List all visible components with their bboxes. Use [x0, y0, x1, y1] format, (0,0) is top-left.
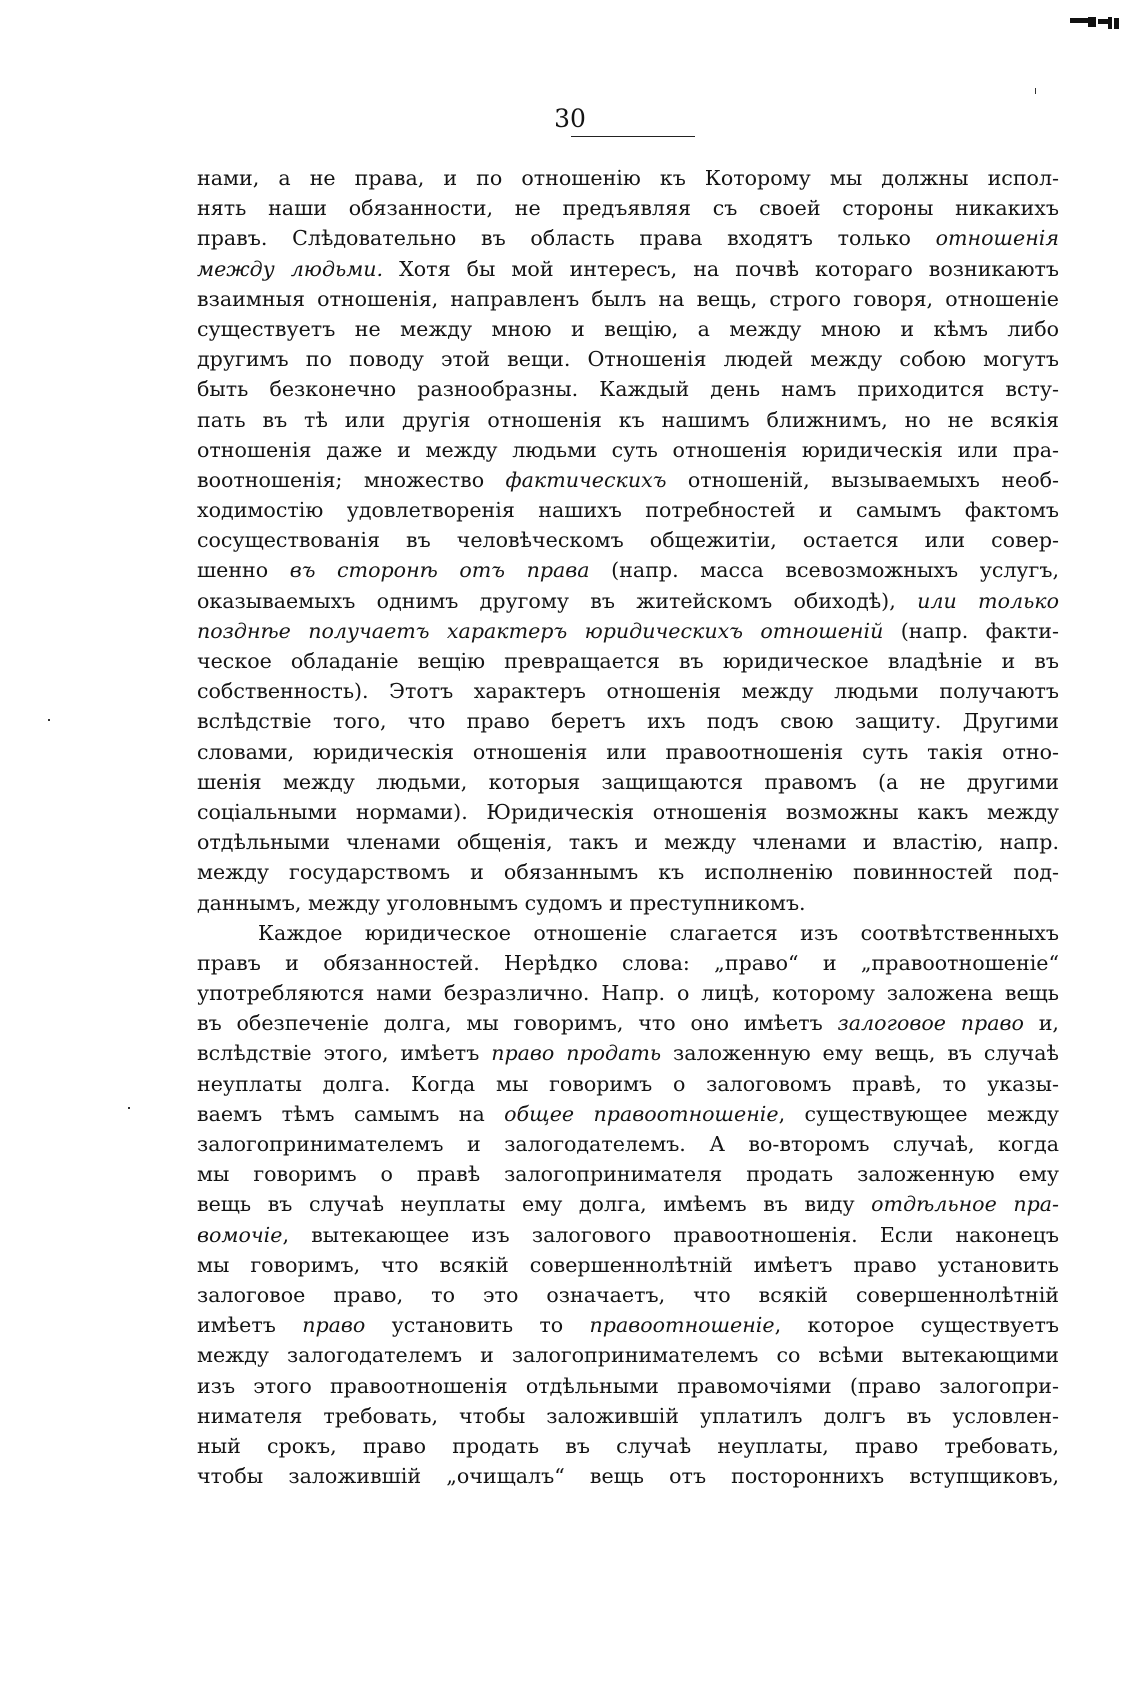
text-line: неуплаты долга. Когда мы говоримъ о залоговомъ правѣ, то указы-	[197, 1071, 1059, 1096]
text-line: Каждое юридическое отношеніе слагается изъ соотвѣтственныхъ	[258, 920, 1059, 945]
text-line: быть безконечно разнообразны. Каждый день намъ приходится всту-	[197, 377, 1059, 402]
emphasis: вомочіе	[197, 1222, 283, 1247]
scan-corner-mark	[1068, 14, 1124, 28]
text-line: правъ и обязанностей. Нерѣдко слова: „право“ и „правоотношеніе“	[197, 950, 1059, 975]
paragraph	[197, 918, 1059, 1492]
text-line: ваемъ тѣмъ самымъ на общее правоотношеніе, существующее между	[197, 1101, 1059, 1126]
text-line: ческое обладаніе вещію превращается въ юридическое владѣніе и въ	[197, 649, 1059, 673]
text-line: другимъ по поводу этой вещи. Отношенія людей между собою могутъ	[197, 347, 1059, 372]
scan-artifact	[128, 1107, 130, 1109]
emphasis: отдѣльное пра-	[871, 1192, 1059, 1217]
text-line: взаимныя отношенія, направленъ былъ на вещь, строго говоря, отношеніе	[197, 286, 1059, 311]
text-line: въ обезпеченіе долга, мы говоримъ, что оно имѣетъ залоговое право и,	[197, 1011, 1059, 1036]
paragraph	[197, 163, 1059, 918]
text-line: употребляются нами безразлично. Напр. о лицѣ, которому заложена вещь	[197, 981, 1059, 1006]
text-line: шенія между людьми, которыя защищаются правомъ (а не другими	[197, 769, 1059, 794]
text-line: шенно въ сторонѣ отъ права (напр. масса всевозможныхъ услугъ,	[197, 558, 1059, 583]
text-line: сосуществованія въ человѣческомъ общежитіи, остается или совер-	[197, 528, 1059, 553]
emphasis: позднѣе получаетъ характеръ юридическихъ отношеній	[197, 618, 884, 643]
emphasis: правоотношеніе	[589, 1313, 775, 1338]
text-line: ный срокъ, право продать въ случаѣ неуплаты, право требовать,	[197, 1433, 1059, 1458]
text-line: вомочіе, вытекающее изъ залогового правоотношенія. Если наконецъ	[197, 1222, 1059, 1247]
text-line: имѣетъ право установить то правоотношеніе, которое существуетъ	[197, 1313, 1059, 1338]
text-line: воотношенія; множество фактическихъ отношеній, вызываемыхъ необ-	[197, 467, 1059, 492]
emphasis: между людьми.	[197, 256, 384, 281]
text-line: между залогодателемъ и залогопринимателемъ со всѣми вытекающими	[197, 1343, 1059, 1368]
text-line: между людьми. Хотя бы мой интересъ, на почвѣ котораго возникаютъ	[197, 256, 1059, 281]
body-text	[197, 163, 1059, 1491]
text-line: словами, юридическія отношенія или правоотношенія суть такія отно-	[197, 739, 1059, 764]
text-line: отдѣльными членами общенія, такъ и между членами и властію, напр.	[197, 830, 1059, 855]
text-line: ходимостію удовлетворенія нашихъ потребностей и самымъ фактомъ	[197, 498, 1059, 523]
text-line: чтобы заложившій „очищалъ“ вещь отъ постороннихъ вступщиковъ,	[197, 1464, 1059, 1489]
text-line: вещь въ случаѣ неуплаты ему долга, имѣемъ въ виду отдѣльное пра-	[197, 1192, 1059, 1217]
page-number-rule	[571, 136, 695, 137]
scan-artifact	[48, 719, 50, 721]
emphasis: въ сторонѣ отъ права	[289, 558, 590, 583]
text-line: нами, а не права, и по отношенію къ Которому мы должны испол-	[197, 166, 1059, 190]
emphasis: отношенія	[935, 226, 1059, 251]
text-line: оказываемыхъ однимъ другому въ житейскомъ обиходѣ), или только	[197, 588, 1059, 613]
text-line: существуетъ не между мною и вещію, а между мною и кѣмъ либо	[197, 316, 1059, 341]
text-line: залогопринимателемъ и залогодателемъ. А во-второмъ случаѣ, когда	[197, 1132, 1059, 1156]
page-number: 30	[554, 104, 586, 133]
emphasis: залоговое право	[837, 1011, 1024, 1036]
text-line: залоговое право, то это означаетъ, что всякій совершеннолѣтній	[197, 1282, 1059, 1307]
scan-artifact	[1035, 88, 1036, 94]
text-line: нять наши обязанности, не предъявляя съ своей стороны никакихъ	[197, 196, 1059, 221]
text-line: вслѣдствіе того, что право беретъ ихъ подъ свою защиту. Другими	[197, 709, 1059, 734]
text-line: правъ. Слѣдовательно въ область права входятъ только отношенія	[197, 226, 1059, 251]
text-line: отношенія даже и между людьми суть отношенія юридическія или пра-	[197, 437, 1059, 462]
emphasis: общее правоотношеніе	[504, 1101, 779, 1126]
text-line: между государствомъ и обязаннымъ къ исполненію повинностей под-	[197, 860, 1059, 885]
emphasis: или только	[917, 588, 1059, 613]
text-line: позднѣе получаетъ характеръ юридическихъ отношеній (напр. факти-	[197, 618, 1059, 643]
text-line: даннымъ, между уголовнымъ судомъ и преступникомъ.	[197, 890, 806, 915]
emphasis: фактическихъ	[505, 467, 667, 492]
text-line: собственность). Этотъ характеръ отношенія между людьми получаютъ	[197, 679, 1059, 704]
text-line: мы говоримъ о правѣ залогопринимателя продать заложенную ему	[197, 1162, 1059, 1187]
text-line: соціальными нормами). Юридическія отношенія возможны какъ между	[197, 799, 1059, 824]
text-line: изъ этого правоотношенія отдѣльными правомочіями (право залогопри-	[197, 1373, 1059, 1398]
emphasis: право	[302, 1313, 366, 1338]
emphasis: право продать	[491, 1041, 662, 1066]
text-line: пать въ тѣ или другія отношенія къ нашимъ ближнимъ, но не всякія	[197, 407, 1059, 432]
text-line: мы говоримъ, что всякій совершеннолѣтній имѣетъ право установить	[197, 1252, 1059, 1277]
text-line: нимателя требовать, чтобы заложившій уплатилъ долгъ въ условлен-	[197, 1403, 1059, 1428]
text-line: вслѣдствіе этого, имѣетъ право продать заложенную ему вещь, въ случаѣ	[197, 1041, 1059, 1066]
